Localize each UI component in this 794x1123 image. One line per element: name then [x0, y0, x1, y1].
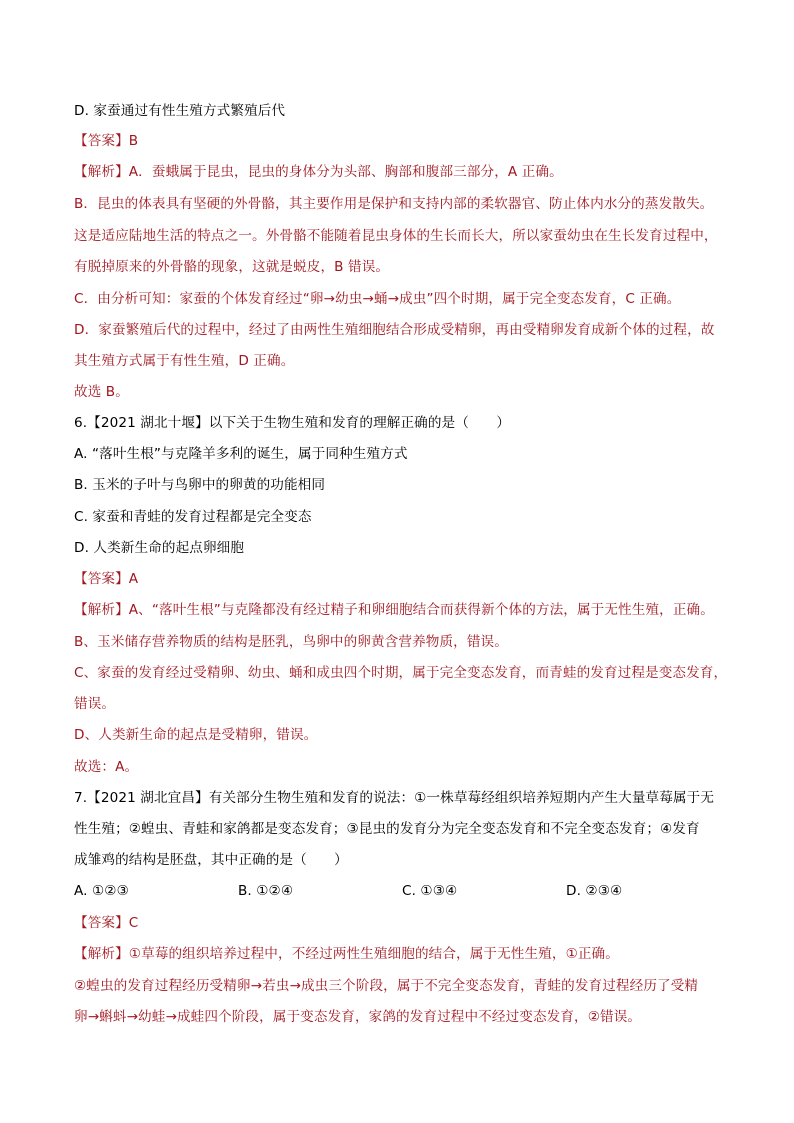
analysis-label: 【解析】 — [74, 164, 129, 180]
line-text: D. 人类新生命的起点卵细胞 — [74, 540, 245, 556]
analysis-text: A．蚕蛾属于昆虫，昆虫的身体分为头部、胸部和腹部三部分，A 正确。 — [128, 164, 563, 180]
q7-option-b: B. ①②④ — [238, 883, 294, 899]
doc-line-11 — [74, 444, 734, 464]
line-text: C．由分析可知：家蚕的个体发育经过“卵→幼虫→蛹→成虫”四个时期，属于完全变态发育，C 正确。 — [74, 291, 681, 307]
line-text: 这是适应陆地生活的特点之一。外骨骼不能随着昆虫身体的生长而长大，所以家蚕幼虫在生长发育过程中， — [74, 228, 718, 244]
answer-label: 【答案】 — [74, 571, 129, 587]
line-text: B．昆虫的体表具有坚硬的外骨骼，其主要作用是保护和支持内部的柔软器官、防止体内水分的蒸发散失。 — [74, 196, 714, 212]
tail-line-0 — [74, 913, 734, 933]
line-text: 故选：A。 — [74, 759, 139, 775]
answer-label: 【答案】 — [74, 133, 129, 149]
analysis-label: 【解析】 — [74, 602, 129, 618]
line-text: 成雏鸡的结构是胚盘，其中正确的是（ ） — [74, 852, 348, 868]
doc-line-6 — [74, 289, 734, 309]
doc-line-4 — [74, 226, 734, 246]
doc-line-18 — [74, 663, 734, 683]
line-text: 性生殖；②蝗虫、青蛙和家鸽都是变态发育；③昆虫的发育分为完全变态发育和不完全变态发育；④发育 — [74, 821, 700, 837]
answer-value: B — [128, 133, 139, 149]
doc-line-13 — [74, 507, 734, 527]
doc-line-7 — [74, 320, 734, 340]
doc-line-0 — [74, 101, 734, 121]
line-text: 6.【2021 湖北十堰】以下关于生物生殖和发育的理解正确的是（ ） — [74, 415, 511, 431]
line-text: 有脱掉原来的外骨骼的现象，这就是蜕皮，B 错误。 — [74, 259, 390, 275]
q7-options-row — [74, 881, 734, 901]
line-text: 其生殖方式属于有性生殖，D 正确。 — [74, 353, 295, 369]
doc-line-20 — [74, 725, 734, 745]
doc-line-2 — [74, 162, 734, 182]
doc-line-10 — [74, 413, 734, 433]
line-text: B. 玉米的子叶与鸟卵中的卵黄的功能相同 — [74, 477, 326, 493]
analysis-label: 【解析】 — [74, 946, 129, 962]
doc-line-19 — [74, 694, 734, 714]
line-text: B、玉米储存营养物质的结构是胚乳，鸟卵中的卵黄含营养物质，错误。 — [74, 634, 508, 650]
q7-option-a: A. ①②③ — [74, 883, 129, 899]
doc-line-21 — [74, 757, 734, 777]
doc-line-1 — [74, 131, 734, 151]
doc-line-16 — [74, 600, 734, 620]
line-text: 7.【2021 湖北宜昌】有关部分生物生殖和发育的说法：①一株草莓经组织培养短期内产生大量草莓属于无 — [74, 790, 715, 806]
answer-label: 【答案】 — [74, 915, 129, 931]
tail-line-2 — [74, 976, 734, 996]
doc-line-22 — [74, 788, 734, 808]
line-text: C、家蚕的发育经过受精卵、幼虫、蛹和成虫四个时期，属于完全变态发育，而青蛙的发育过程是变态发育， — [74, 665, 728, 681]
line-text: A. “落叶生根”与克隆羊多利的诞生，属于同种生殖方式 — [74, 446, 408, 462]
doc-line-15 — [74, 569, 734, 589]
line-text: D、人类新生命的起点是受精卵，错误。 — [74, 727, 318, 743]
line-text: C. 家蚕和青蛙的发育过程都是完全变态 — [74, 509, 312, 525]
doc-line-24 — [74, 850, 734, 870]
line-text: ②蝗虫的发育过程经历受精卵→若虫→成虫三个阶段，属于不完全变态发育，青蛙的发育过程经历了受精 — [74, 978, 699, 994]
analysis-text: A、“落叶生根”与克隆都没有经过精子和卵细胞结合而获得新个体的方法，属于无性生殖，正确。 — [128, 602, 714, 618]
q7-option-c: C. ①③④ — [402, 883, 458, 899]
line-text: D．家蚕繁殖后代的过程中，经过了由两性生殖细胞结合形成受精卵，再由受精卵发育成新个体的过程，故 — [74, 322, 715, 338]
doc-line-9 — [74, 382, 734, 402]
analysis-text: ①草莓的组织培养过程中，不经过两性生殖细胞的结合，属于无性生殖，①正确。 — [128, 946, 619, 962]
doc-line-3 — [74, 194, 734, 214]
doc-line-12 — [74, 475, 734, 495]
answer-value: C — [128, 915, 139, 931]
line-text: 错误。 — [74, 696, 116, 712]
doc-line-8 — [74, 351, 734, 371]
tail-line-1 — [74, 944, 734, 964]
doc-line-5 — [74, 257, 734, 277]
line-text: D. 家蚕通过有性生殖方式繁殖后代 — [74, 103, 286, 119]
line-text: 卵→蝌蚪→幼蛙→成蛙四个阶段，属于变态发育，家鸽的发育过程中不经过变态发育，②错误。 — [74, 1009, 642, 1025]
doc-line-14 — [74, 538, 734, 558]
doc-line-17 — [74, 632, 734, 652]
line-text: 故选 B。 — [74, 384, 129, 400]
tail-line-3 — [74, 1007, 734, 1027]
q7-option-d: D. ②③④ — [566, 883, 623, 899]
doc-line-23 — [74, 819, 734, 839]
answer-value: A — [128, 571, 139, 587]
